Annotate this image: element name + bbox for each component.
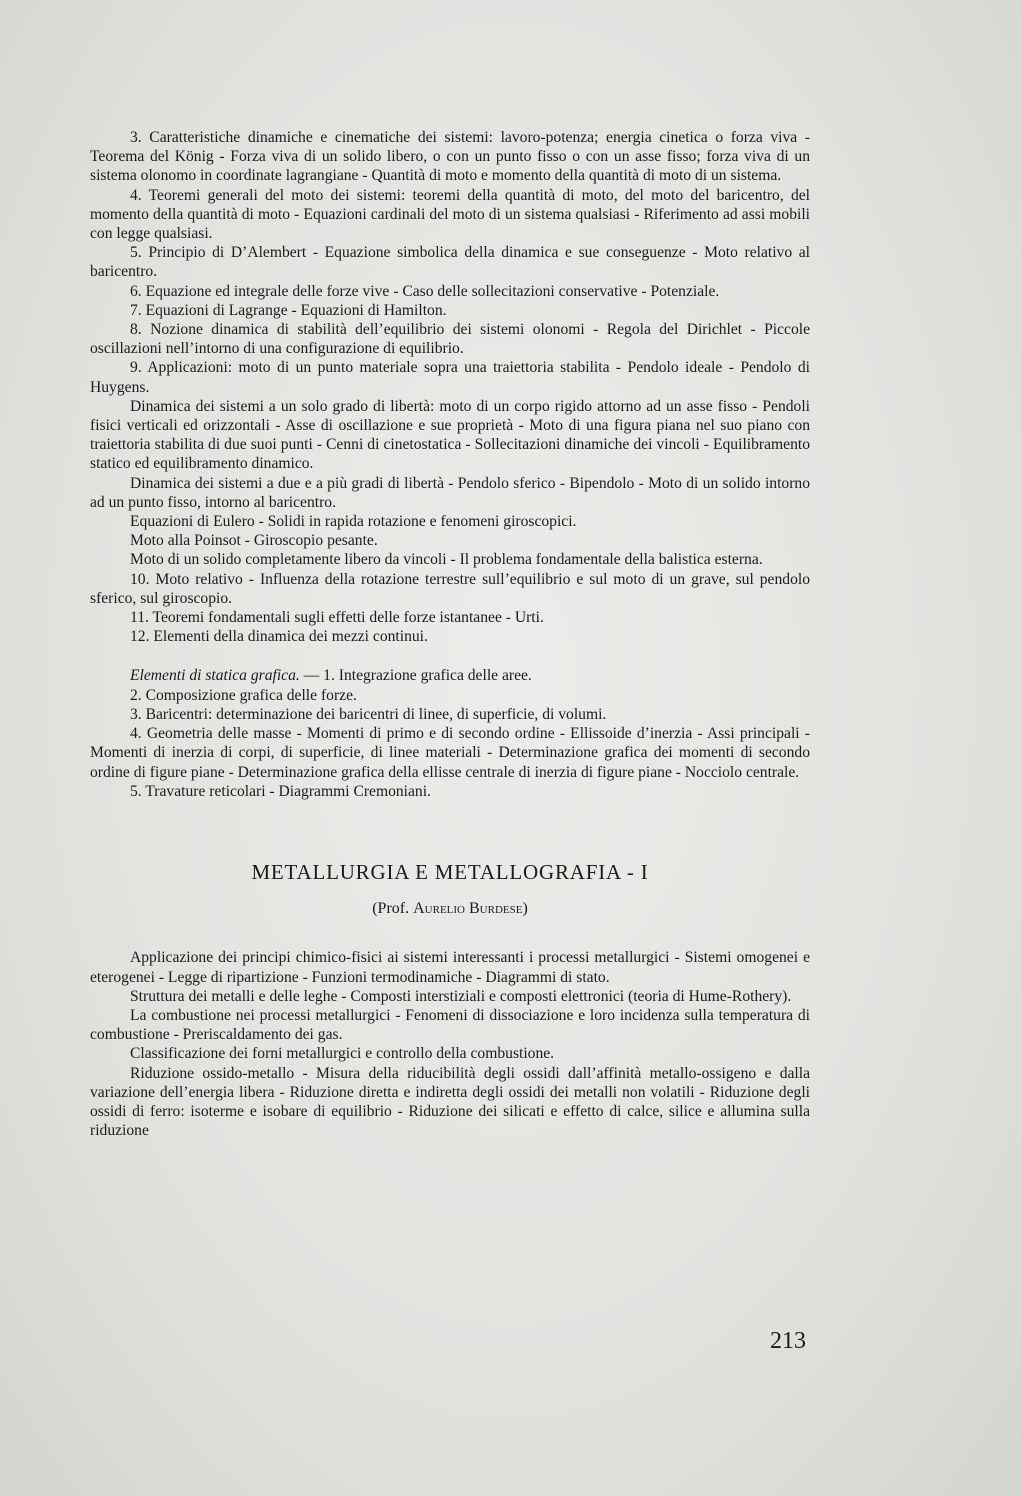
paragraph-un-grado: Dinamica dei sistemi a un solo grado di libertà: moto di un corpo rigido attorno ad un asse fisso - Pendoli fisici verticali ed orizzontali - Asse di oscillazione e sue proprietà - Moto di una figura piana nel suo piano con traiettoria stabilita di due suoi punti - Cenni di cinetostatica - Sollecitazioni dinamiche dei vincoli - Equilibramento statico ed equilibramento dinamico.	[90, 397, 810, 473]
paragraph-eulero: Equazioni di Eulero - Solidi in rapida rotazione e fenomeni giroscopici.	[130, 513, 577, 531]
paragraph-statica-2: 2. Composizione grafica delle forze.	[130, 686, 357, 704]
paragraph-solido-libero: Moto di un solido completamente libero da vincoli - Il problema fondamentale della balistica esterna.	[130, 551, 763, 569]
statica-item-1: — 1. Integrazione grafica delle aree.	[299, 667, 532, 685]
paragraph-dinamica-3: 3. Caratteristiche dinamiche e cinematiche dei sistemi: lavoro-potenza; energia cinetica o forza viva - Teorema del König - Forza viva di un solido libero, o con un punto fisso o con un asse fisso; forza viva di un sistema olonomo in coordinate lagrangiane - Quantità di moto e momento della quantità di moto di un sistema.	[90, 129, 810, 185]
paragraph-piu-gradi: Dinamica dei sistemi a due e a più gradi di libertà - Pendolo sferico - Bipendolo - Moto di un solido intorno ad un punto fisso, intorno al baricentro.	[90, 474, 810, 511]
paragraph-dinamica-10: 10. Moto relativo - Influenza della rotazione terrestre sull’equilibrio e sul moto di un grave, sul pendolo sferico, sul giroscopio.	[90, 570, 810, 607]
paragraph-statica-1	[90, 666, 810, 685]
paragraph-metallurgia-2: Struttura dei metalli e delle leghe - Composti interstiziali e composti elettronici (teoria di Hume-Rothery).	[130, 987, 792, 1005]
section-title: METALLURGIA E METALLOGRAFIA - I	[251, 859, 649, 884]
paragraph-metallurgia-4: Classificazione dei forni metallurgici e controllo della combustione.	[130, 1045, 555, 1063]
paragraph-metallurgia-5: Riduzione ossido-metallo - Misura della riducibilità degli ossidi dall’affinità metallo-ossigeno e dalla variazione dell’energia libera - Riduzione diretta e indiretta degli ossidi dei metalli non volatili - Riduzione degli ossidi di ferro: isoterme e isobare di equilibrio - Riduzione dei silicati e effetto di calce, silice e allumina sulla riduzione	[90, 1064, 810, 1140]
professor-line	[90, 899, 810, 918]
paragraph-dinamica-11: 11. Teoremi fondamentali sugli effetti delle forze istantanee - Urti.	[130, 609, 544, 627]
prof-close: )	[522, 900, 528, 918]
spacer	[90, 646, 810, 666]
statica-heading: Elementi di statica grafica.	[130, 667, 300, 685]
paragraph-dinamica-7: 7. Equazioni di Lagrange - Equazioni di Hamilton.	[130, 301, 447, 319]
paragraph-dinamica-5: 5. Principio di D’Alembert - Equazione simbolica della dinamica e sue conseguenze - Moto relativo al baricentro.	[90, 244, 810, 281]
paragraph-statica-5: 5. Travature reticolari - Diagrammi Cremoniani.	[130, 782, 431, 800]
body-text	[90, 128, 810, 1140]
paragraph-metallurgia-3: La combustione nei processi metallurgici - Fenomeni di dissociazione e loro incidenza sulla temperatura di combustione - Preriscaldamento dei gas.	[90, 1006, 810, 1044]
paragraph-statica-3: 3. Baricentri: determinazione dei baricentri di linee, di superficie, di volumi.	[130, 705, 607, 723]
paragraph-metallurgia-1: Applicazione dei principi chimico-fisici ai sistemi interessanti i processi metallurgici - Sistemi omogenei e eterogenei - Legge di ripartizione - Funzioni termodinamiche - Diagrammi di stato.	[90, 949, 810, 986]
paragraph-statica-4: 4. Geometria delle masse - Momenti di primo e di secondo ordine - Ellissoide d’inerzia - Assi principali - Momenti di inerzia di corpi, di superficie, di linee materiali - Determinazione grafica dei momenti di secondo ordine di figure piane - Determinazione grafica della ellisse centrale di inerzia di figure piane - Nocciolo centrale.	[90, 725, 810, 781]
paragraph-dinamica-6: 6. Equazione ed integrale delle forze vive - Caso delle sollecitazioni conservative - Potenziale.	[130, 282, 720, 300]
paragraph-dinamica-4: 4. Teoremi generali del moto dei sistemi: teoremi della quantità di moto, del moto del baricentro, del momento della quantità di moto - Equazioni cardinali del moto di un sistema qualsiasi - Riferimento ad assi mobili con legge qualsiasi.	[90, 186, 810, 243]
paragraph-dinamica-8: 8. Nozione dinamica di stabilità dell’equilibrio dei sistemi olonomi - Regola del Dirichlet - Piccole oscillazioni nell’intorno di una configurazione di equilibrio.	[90, 321, 810, 358]
professor-name: Aurelio Burdese	[413, 900, 523, 918]
paragraph-dinamica-12: 12. Elementi della dinamica dei mezzi continui.	[130, 628, 428, 646]
paragraph-dinamica-9: 9. Applicazioni: moto di un punto materiale sopra una traiettoria stabilita - Pendolo ideale - Pendolo di Huygens.	[90, 359, 810, 396]
paragraph-poinsot: Moto alla Poinsot - Giroscopio pesante.	[130, 532, 378, 550]
page-number: 213	[770, 1328, 806, 1354]
prof-open: (Prof.	[372, 900, 414, 918]
